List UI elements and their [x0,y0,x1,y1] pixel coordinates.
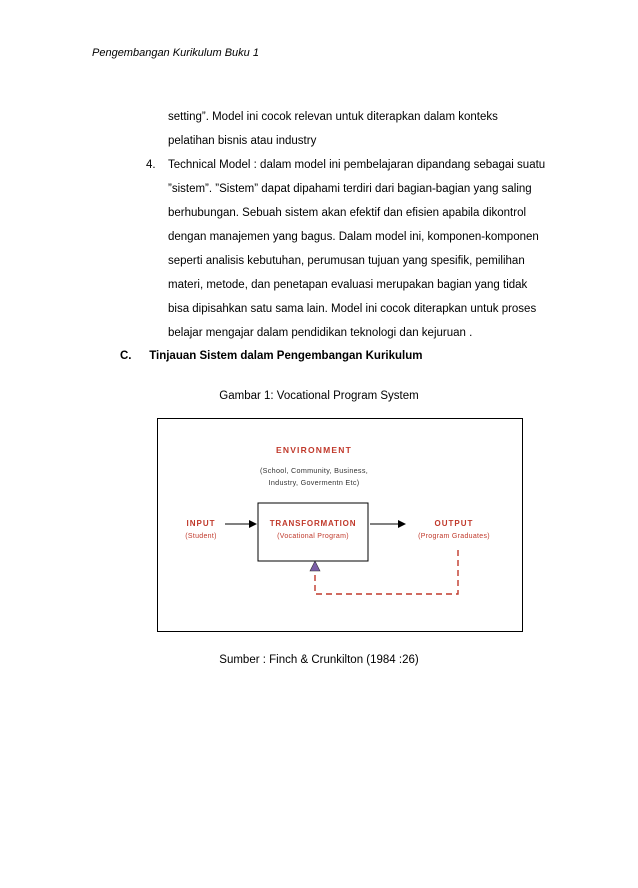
paragraph-line: bisa dipisahkan satu sama lain. Model ini cocok diterapkan untuk proses [168,303,537,315]
paragraph-line: belajar mengajar dalam pendidikan teknologi dan kejuruan . [168,327,473,339]
paragraph-line: Technical Model : dalam model ini pembelajaran dipandang sebagai suatu [168,159,546,171]
paragraph-line: pelatihan bisnis atau industry [168,135,317,147]
paragraph-line: materi, metode, dan penetapan evaluasi merupakan bagian yang tidak [168,279,528,291]
figure-frame [157,418,523,632]
paragraph-line: berhubungan. Sebuah sistem akan efektif dan efisien apabila dikontrol [168,207,527,219]
input-title: INPUT [186,519,216,528]
item4-paragraph [168,153,560,345]
environment-subtitle-line2: Industry, Govermentn Etc) [268,478,360,487]
input-subtitle: (Student) [185,533,217,540]
output-subtitle: (Program Graduates) [418,533,490,540]
environment-subtitle-line1: (School, Community, Business, [259,466,369,475]
output-title: OUTPUT [434,519,474,528]
figure-caption: Gambar 1: Vocational Program System [219,390,419,402]
list-number: 4. [146,159,156,171]
transformation-box [258,503,368,561]
figure-source: Sumber : Finch & Crunkilton (1984 :26) [219,654,419,666]
vocational-program-diagram [158,419,524,633]
feedback-arrowhead [310,561,320,571]
section-number: C. [120,350,132,362]
item3-continuation [168,105,560,153]
paragraph-line: setting”. Model ini cocok relevan untuk diterapkan dalam konteks [168,111,498,123]
environment-title: ENVIRONMENT [275,445,353,455]
paragraph-line: dengan manajemen yang bagus. Dalam model ini, komponen-komponen [168,231,539,243]
section-heading [120,344,423,368]
transformation-subtitle: (Vocational Program) [277,533,349,540]
paragraph-line: ”sistem”. ”Sistem” dapat dipahami terdiri dari bagian-bagian yang saling [168,183,532,195]
transformation-title: TRANSFORMATION [269,519,357,528]
running-header: Pengembangan Kurikulum Buku 1 [92,47,259,59]
section-title: Tinjauan Sistem dalam Pengembangan Kurikulum [149,350,423,362]
paragraph-line: seperti analisis kebutuhan, perumusan tujuan yang spesifik, pemilihan [168,255,525,267]
